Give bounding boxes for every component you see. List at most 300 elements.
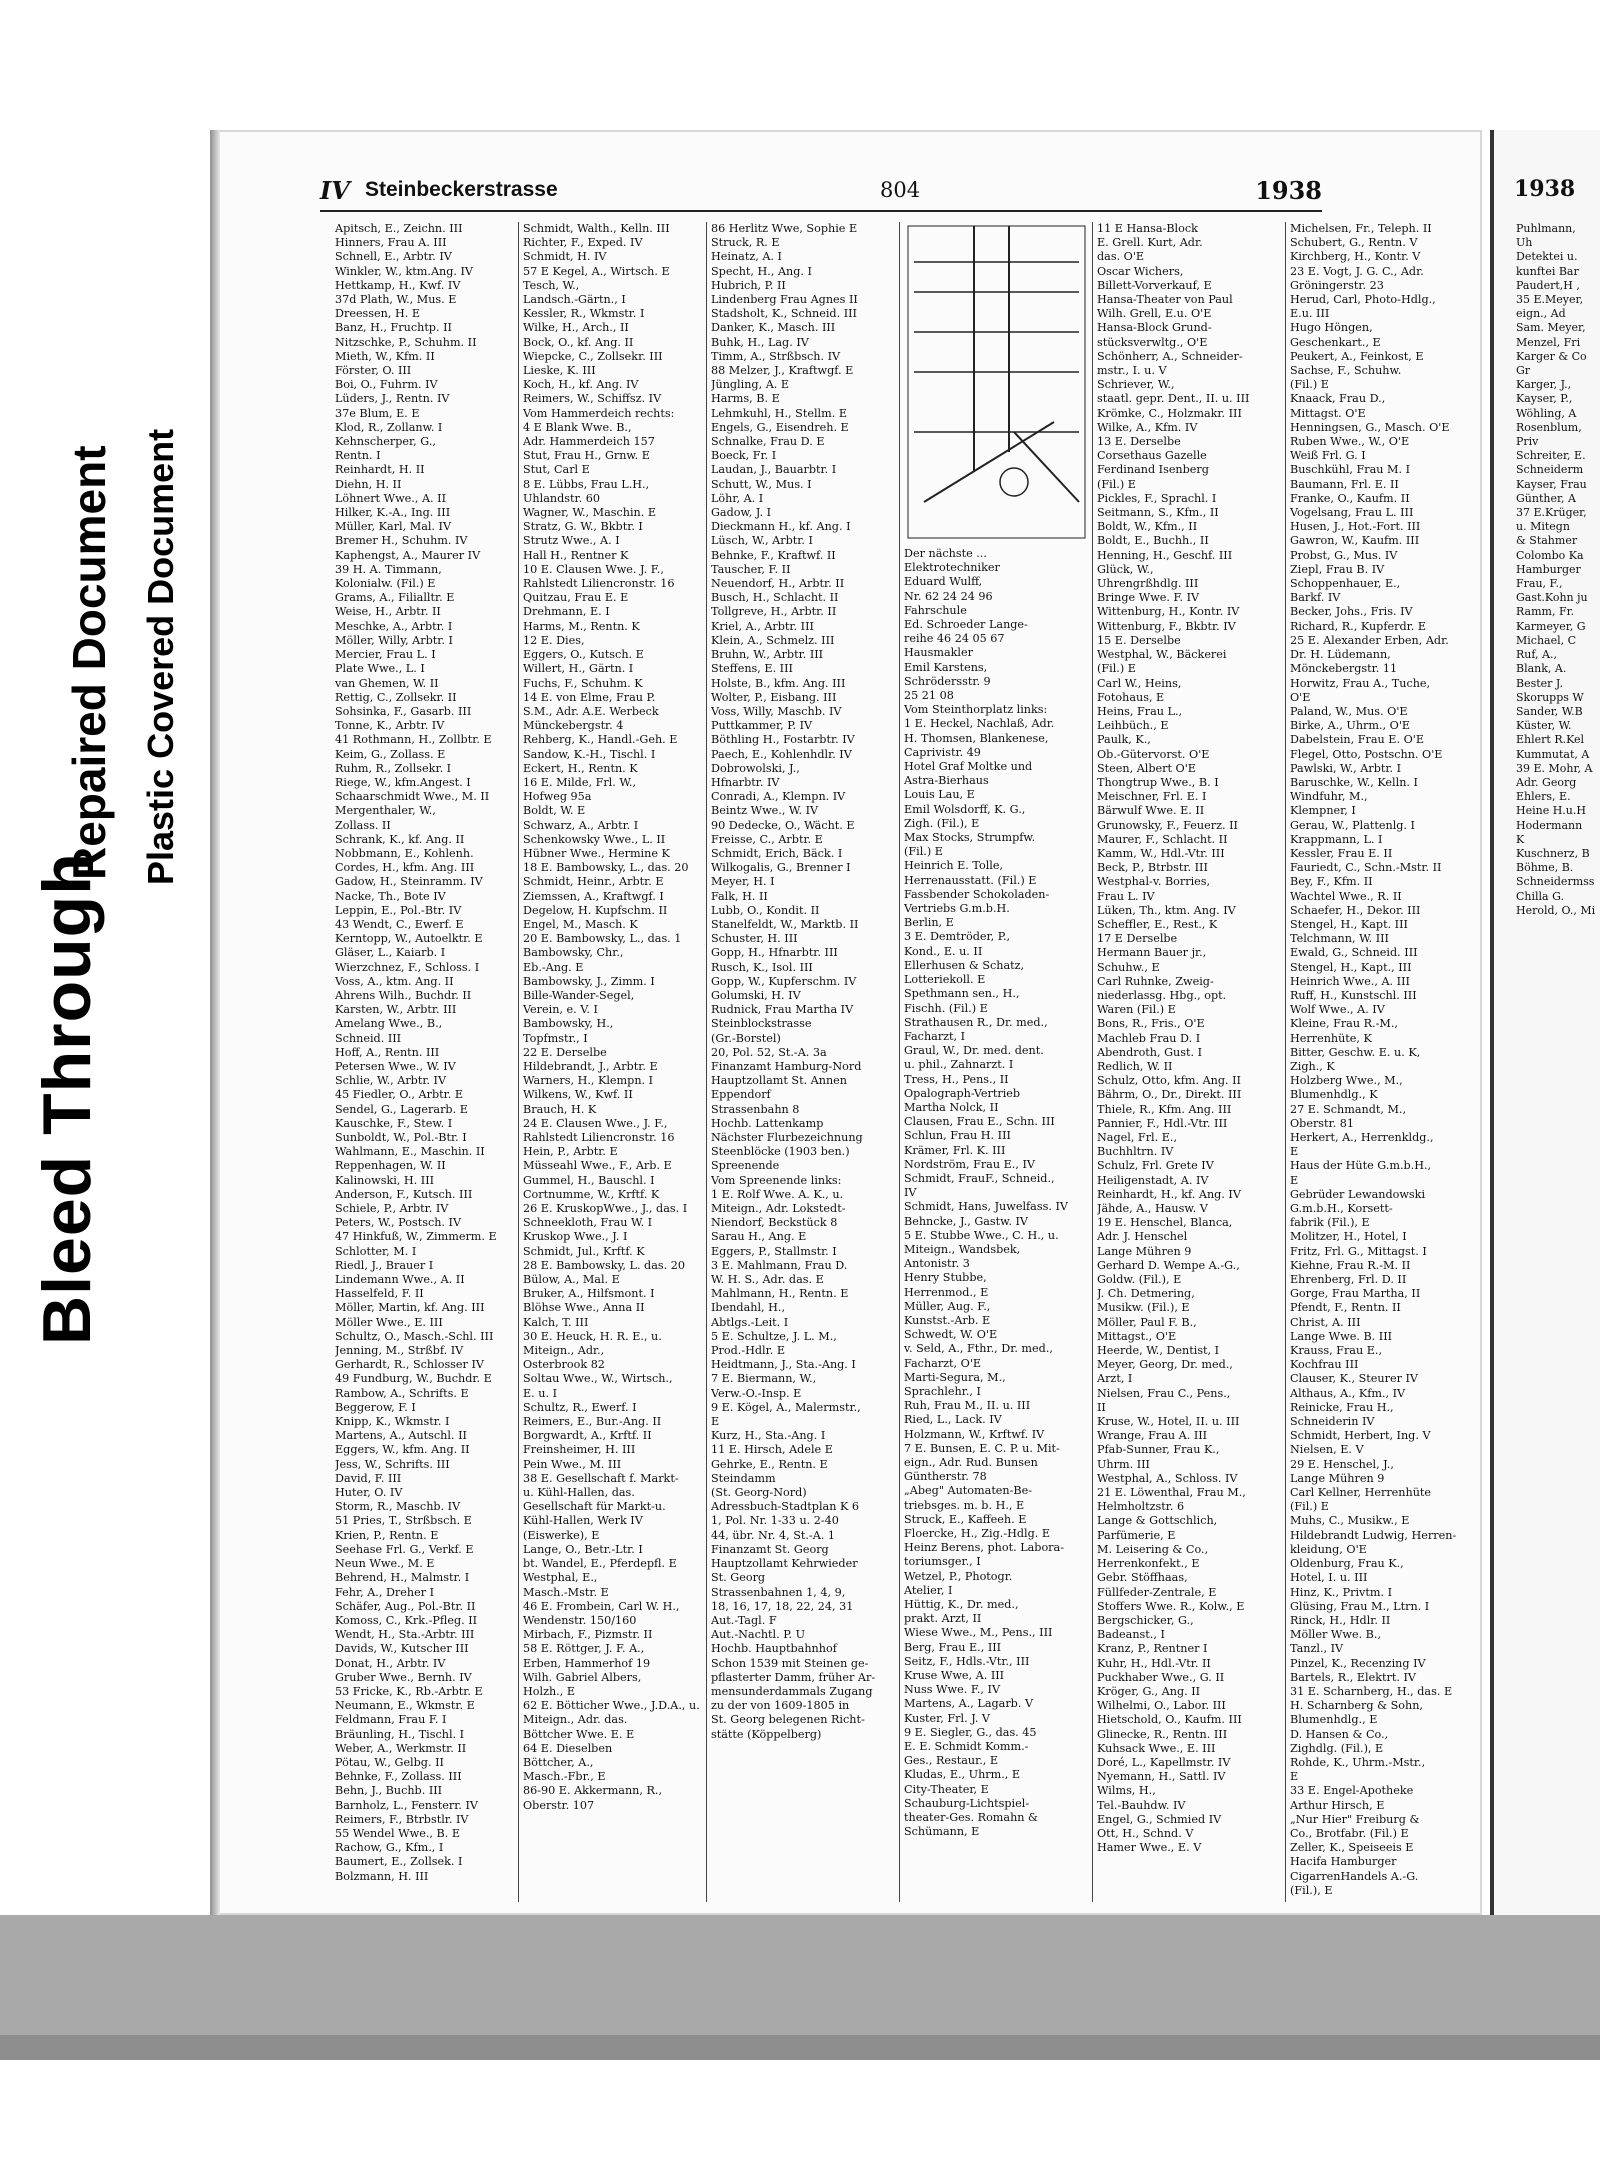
directory-entry: Feldmann, Frau F. I bbox=[335, 1713, 447, 1727]
directory-entry: Knaack, Frau D., bbox=[1290, 392, 1386, 406]
directory-entry: 31 E. Scharnberg, H., das. E bbox=[1290, 1684, 1453, 1698]
facing-page-line: Paudert,H , bbox=[1516, 278, 1580, 292]
directory-entry: Dreessen, H. E bbox=[335, 307, 421, 321]
directory-entry: Buschkühl, Frau M. I bbox=[1290, 463, 1411, 477]
facing-page-line: Ramm, Fr. bbox=[1516, 605, 1575, 619]
directory-entry: Müsseahl Wwe., F., Arb. E bbox=[523, 1159, 672, 1173]
directory-entry: Louis Lau, E bbox=[904, 788, 975, 802]
facing-page-line: Kayser, P., bbox=[1516, 392, 1573, 406]
directory-entry: Christ, A. III bbox=[1290, 1315, 1361, 1329]
directory-entry: Ob.-Gütervorst. O'E bbox=[1097, 747, 1210, 761]
directory-entry: Badeanst., I bbox=[1097, 1628, 1165, 1642]
directory-entry: Reinicke, Frau H., bbox=[1290, 1400, 1394, 1414]
directory-entry: (St. Georg-Nord) bbox=[711, 1486, 807, 1500]
directory-entry: Kalinowski, H. III bbox=[335, 1173, 435, 1187]
directory-entry: Böthling H., Fostarbtr. IV bbox=[711, 733, 855, 747]
directory-entry: Vom Spreenende links: bbox=[711, 1173, 842, 1187]
directory-entry: Holzberg Wwe., M., bbox=[1290, 1074, 1403, 1088]
directory-entry: Uhlandstr. 60 bbox=[523, 491, 600, 505]
facing-page-year: 1938 bbox=[1514, 176, 1576, 202]
directory-entry: Wachtel Wwe., R. II bbox=[1290, 889, 1402, 903]
directory-entry: Rahlstedt Liliencronstr. 16 bbox=[523, 1131, 675, 1144]
directory-entry: Jähde, A., Hausw. V bbox=[1097, 1202, 1208, 1216]
directory-entry: Strutz Wwe., A. I bbox=[523, 534, 620, 548]
directory-entry: Muhs, C., Musikw., E bbox=[1290, 1514, 1410, 1528]
directory-entry: Stut, Carl E bbox=[523, 463, 590, 477]
directory-entry: Baumert, E., Zollsek. I bbox=[335, 1855, 463, 1869]
facing-page-line: Schreiter, E. bbox=[1516, 449, 1586, 463]
directory-entry: Bartels, R., Elektrt. IV bbox=[1290, 1670, 1416, 1684]
facing-page-line: Ruf, A., bbox=[1516, 648, 1557, 662]
directory-entry: Peters, W., Postsch. IV bbox=[335, 1216, 462, 1230]
directory-entry: Rentn. I bbox=[335, 449, 381, 463]
directory-entry: toriumsger., I bbox=[904, 1555, 981, 1569]
directory-entry: Ellerhusen & Schatz, bbox=[904, 958, 1025, 972]
column-divider bbox=[518, 222, 519, 1902]
directory-entry: Lubb, O., Kondit. II bbox=[711, 903, 820, 917]
directory-entry: Mieth, W., Kfm. II bbox=[335, 349, 435, 363]
directory-entry: Degelow, H. Kupfschm. II bbox=[523, 903, 668, 917]
directory-entry: Beggerow, F. I bbox=[335, 1400, 416, 1414]
directory-entry: Nagel, Frl. E., bbox=[1097, 1131, 1178, 1144]
directory-entry: Seitmann, S., Kfm., II bbox=[1097, 506, 1219, 520]
directory-entry: (Gr.-Borstel) bbox=[711, 1031, 781, 1045]
directory-entry: Klein, A., Schmelz. III bbox=[711, 633, 835, 647]
directory-entry: Kruskop Wwe., J. I bbox=[523, 1230, 628, 1244]
directory-entry: Ziepl, Frau B. IV bbox=[1290, 562, 1385, 576]
directory-entry: Corsethaus Gazelle bbox=[1097, 449, 1207, 463]
column-2 bbox=[523, 222, 707, 1902]
directory-entry: Leihbüch., E bbox=[1097, 719, 1169, 733]
directory-entry: eign., Adr. Rud. Bunsen bbox=[904, 1456, 1038, 1469]
directory-entry: Jess, W., Schrifts. III bbox=[335, 1457, 450, 1471]
facing-page-line: Hodermann bbox=[1516, 818, 1583, 832]
directory-entry: Holzmann, W., Krftwf. IV bbox=[904, 1427, 1045, 1441]
directory-entry: Ried, L., Lack. IV bbox=[904, 1413, 1002, 1427]
directory-entry: Bambowsky, Chr., bbox=[523, 946, 624, 960]
directory-entry: Dr. H. Lüdemann, bbox=[1290, 648, 1391, 662]
directory-entry: Stadsholt, K., Schneid. III bbox=[711, 307, 857, 321]
directory-entry: Golumski, H. IV bbox=[711, 988, 801, 1002]
directory-entry: Schrödersstr. 9 bbox=[904, 674, 991, 688]
bleed-through-label: Bleed Through bbox=[29, 852, 105, 1345]
column-6 bbox=[1290, 222, 1479, 1902]
directory-entry: Schulz, Frl. Grete IV bbox=[1097, 1159, 1214, 1173]
directory-entry: Zighdlg. (Fil.), E bbox=[1290, 1741, 1384, 1755]
directory-entry: Der nächste ... bbox=[904, 547, 987, 560]
directory-entry: Riedl, J., Brauer I bbox=[335, 1258, 434, 1272]
directory-entry: Richter, F., Exped. IV bbox=[523, 236, 643, 250]
directory-entry: Ruff, H., Kunstschl. III bbox=[1290, 988, 1417, 1002]
directory-entry: H. Scharnberg & Sohn, bbox=[1290, 1699, 1423, 1713]
directory-entry: Westphal, A., Schloss. IV bbox=[1097, 1471, 1238, 1485]
directory-entry: Fehr, A., Dreher I bbox=[335, 1585, 435, 1599]
directory-entry: Busch, H., Schlacht. II bbox=[711, 591, 839, 605]
directory-entry: Kirchberg, H., Kontr. V bbox=[1290, 250, 1421, 264]
directory-entry: Arzt, I bbox=[1097, 1372, 1133, 1386]
directory-entry: Flegel, Otto, Postschn. O'E bbox=[1290, 747, 1443, 761]
directory-entry: Musikw. (Fil.), E bbox=[1097, 1301, 1190, 1315]
directory-entry: Ruh, Frau M., II. u. III bbox=[904, 1399, 1031, 1413]
directory-entry: Vertriebs G.m.b.H. bbox=[904, 902, 1010, 916]
directory-entry: Schrank, K., kf. Ang. II bbox=[335, 832, 465, 846]
directory-entry: Blöhse Wwe., Anna II bbox=[523, 1301, 645, 1315]
directory-entry: Gerhardt, R., Schlosser IV bbox=[335, 1358, 484, 1372]
directory-entry: Neun Wwe., M. E bbox=[335, 1557, 435, 1571]
facing-page-line: u. Mitegn bbox=[1516, 520, 1570, 534]
directory-entry: Behrend, H., Malmstr. I bbox=[335, 1571, 470, 1585]
directory-entry: Paulk, K., bbox=[1097, 733, 1151, 747]
directory-entry: Gorge, Frau Martha, II bbox=[1290, 1287, 1421, 1301]
directory-entry: 30 E. Heuck, H. R. E., u. bbox=[523, 1329, 662, 1343]
directory-entry: Hansa-Block Grund- bbox=[1097, 321, 1212, 335]
directory-entry: Zigh., K bbox=[1290, 1059, 1335, 1073]
directory-entry: Hinz, K., Privtm. I bbox=[1290, 1585, 1392, 1599]
directory-entry: Engels, G., Eisendreh. E bbox=[711, 420, 849, 434]
directory-entry: Möller, Paul F. B., bbox=[1097, 1315, 1197, 1329]
directory-entry: Schaefer, H., Dekor. III bbox=[1290, 903, 1421, 917]
directory-entry: Gopp, W., Kupferschm. IV bbox=[711, 974, 857, 988]
directory-entry: Kolonialw. (Fil.) E bbox=[335, 577, 436, 591]
directory-entry: Max Stocks, Strumpfw. bbox=[904, 831, 1036, 845]
directory-entry: Astra-Bierhaus bbox=[904, 774, 989, 788]
directory-entry: E. Grell. Kurt, Adr. bbox=[1097, 236, 1203, 250]
directory-entry: Behn, J., Buchb. III bbox=[335, 1784, 443, 1798]
facing-page-line: Ehlers, E. bbox=[1516, 790, 1571, 804]
directory-entry: Hübner Wwe., Hermine K bbox=[523, 846, 670, 860]
directory-entry: Boi, O., Fuhrm. IV bbox=[335, 378, 438, 392]
directory-entry: Wiese Wwe., M., Pens., III bbox=[904, 1626, 1053, 1640]
directory-entry: Jüngling, A. E bbox=[711, 378, 790, 392]
directory-entry: Kurz, H., Sta.-Ang. I bbox=[711, 1429, 826, 1443]
directory-entry: Wagner, W., Maschin. E bbox=[523, 506, 657, 520]
directory-entry: St. Georg bbox=[711, 1571, 766, 1585]
directory-entry: Thongtrup Wwe., B. I bbox=[1097, 775, 1219, 789]
directory-entry: 9 E. Kögel, A., Malermstr., bbox=[711, 1400, 861, 1414]
directory-entry: 47 Hinkfuß, W., Zimmerm. E bbox=[335, 1230, 497, 1244]
directory-entry: Oldenburg, Frau K., bbox=[1290, 1557, 1404, 1571]
facing-page-line: Kayser, Frau bbox=[1516, 477, 1587, 491]
directory-entry: 20 E. Bambowsky, L., das. 1 bbox=[523, 932, 682, 946]
directory-entry: 64 E. Dieselben bbox=[523, 1741, 613, 1755]
directory-entry: Facharzt, O'E bbox=[904, 1356, 982, 1370]
directory-entry: Bons, R., Fris., O'E bbox=[1097, 1017, 1205, 1031]
directory-entry: Paech, E., Kohlenhdlr. IV bbox=[711, 747, 852, 761]
directory-entry: 44, übr. Nr. 4, St.-A. 1 bbox=[711, 1528, 835, 1542]
directory-entry: Clausen, Frau E., Schn. III bbox=[904, 1115, 1055, 1129]
directory-entry: pflasterter Damm, früher Ar- bbox=[711, 1670, 876, 1684]
directory-entry: 3 E. Mahlmann, Frau D. bbox=[711, 1258, 848, 1272]
directory-entry: Miteign., Adr. das. bbox=[523, 1713, 628, 1727]
directory-entry: zu der von 1609-1805 in bbox=[711, 1699, 850, 1713]
directory-entry: IV bbox=[904, 1186, 917, 1200]
directory-entry: Harms, B. E bbox=[711, 392, 780, 406]
directory-entry: 4 E Blank Wwe. B., bbox=[523, 420, 632, 434]
facing-page-line: Karger & Co bbox=[1516, 349, 1587, 363]
directory-entry: Eppendorf bbox=[711, 1088, 771, 1102]
directory-entry: W. H. S., Adr. das. E bbox=[711, 1273, 824, 1287]
directory-entry: Behnke, F., Zollass. III bbox=[335, 1770, 462, 1784]
facing-page-line: Wöhling, A bbox=[1516, 406, 1577, 420]
directory-entry: triebsges. m. b. H., E bbox=[904, 1498, 1025, 1512]
directory-entry: Hotel, I. u. III bbox=[1290, 1571, 1368, 1585]
directory-entry: Zeller, K., Speiseeis E bbox=[1290, 1841, 1414, 1855]
directory-entry: Plate Wwe., L. I bbox=[335, 662, 425, 676]
directory-entry: 13 E. Derselbe bbox=[1097, 435, 1181, 449]
directory-entry: Adressbuch-Stadtplan K 6 bbox=[711, 1500, 859, 1514]
directory-entry: 10 E. Clausen Wwe. J. F., bbox=[523, 562, 664, 576]
directory-entry: E. E. Schmidt Komm.- bbox=[904, 1740, 1029, 1754]
directory-entry: Meyer, Georg, Dr. med., bbox=[1097, 1358, 1233, 1372]
directory-entry: Carl W., Heins, bbox=[1097, 676, 1182, 690]
directory-entry: E bbox=[1290, 1770, 1299, 1784]
directory-entry: S.M., Adr. A.E. Werbeck bbox=[523, 704, 659, 718]
directory-entry: Fotohaus, E bbox=[1097, 690, 1165, 704]
directory-entry: Pfab-Sunner, Frau K., bbox=[1097, 1443, 1220, 1457]
directory-entry: Buchhltrn. IV bbox=[1097, 1145, 1174, 1159]
directory-entry: Hauptzollamt St. Annen bbox=[711, 1074, 847, 1088]
directory-entry: Glück, W., bbox=[1097, 562, 1154, 576]
directory-entry: Quitzau, Frau E. E bbox=[523, 591, 629, 605]
directory-entry: Heinrich E. Tolle, bbox=[904, 859, 1004, 873]
directory-entry: St. Georg belegenen Richt- bbox=[711, 1713, 865, 1727]
directory-entry: van Ghemen, W. II bbox=[335, 676, 439, 690]
directory-entry: Frau L. IV bbox=[1097, 889, 1155, 903]
directory-entry: Gruber Wwe., Bernh. IV bbox=[335, 1670, 472, 1684]
directory-entry: Puckhaber Wwe., G. II bbox=[1097, 1670, 1225, 1684]
column-divider bbox=[706, 222, 707, 1902]
directory-entry: Eggers, W., kfm. Ang. II bbox=[335, 1443, 470, 1457]
directory-entry: Masch.-Mstr. E bbox=[523, 1585, 609, 1599]
directory-entry: Barnholz, L., Fensterr. IV bbox=[335, 1798, 478, 1812]
directory-entry: Münckebergstr. 4 bbox=[523, 719, 624, 733]
directory-entry: 17 E Derselbe bbox=[1097, 932, 1178, 946]
directory-entry: Lange Mühren 9 bbox=[1097, 1244, 1192, 1258]
directory-entry: Steindamm bbox=[711, 1471, 776, 1485]
directory-entry: Reinhardt, H., kf. Ang. IV bbox=[1097, 1187, 1241, 1201]
scanned-page bbox=[210, 130, 1482, 1915]
directory-entry: Schümann, E bbox=[904, 1825, 980, 1839]
directory-entry: Lüsch, W., Arbtr. I bbox=[711, 534, 813, 548]
directory-entry: Bock, O., kf. Ang. II bbox=[523, 335, 634, 349]
facing-page-line: Karmeyer, G bbox=[1516, 619, 1586, 633]
directory-entry: Heidtmann, J., Sta.-Ang. I bbox=[711, 1358, 856, 1372]
facing-page-line: 37 E.Krüger, bbox=[1516, 506, 1587, 520]
directory-entry: Strassenbahnen 1, 4, 9, bbox=[711, 1585, 846, 1599]
directory-entry: Gopp, H., Hfnarbtr. III bbox=[711, 946, 838, 960]
directory-entry: Kessler, R., Wkmstr. I bbox=[523, 307, 645, 321]
facing-page-line: Karger, J., bbox=[1516, 378, 1572, 392]
directory-entry: Strassenbahn 8 bbox=[711, 1102, 800, 1116]
directory-entry: Becker, Johs., Fris. IV bbox=[1290, 605, 1413, 619]
facing-page-line: Bester J. bbox=[1516, 676, 1563, 690]
directory-entry: 1, Pol. Nr. 1-33 u. 2-40 bbox=[711, 1514, 839, 1528]
directory-entry: Gadow, H., Steinramm. IV bbox=[335, 875, 483, 889]
directory-entry: Bruker, A., Hilfsmont. I bbox=[523, 1287, 655, 1301]
directory-entry: Kludas, E., Uhrm., E bbox=[904, 1768, 1021, 1782]
facing-page-line: Schneiderm bbox=[1516, 463, 1584, 477]
directory-entry: Nitzschke, P., Schuhm. II bbox=[335, 335, 477, 349]
directory-entry: Goldw. (Fil.), E bbox=[1097, 1273, 1182, 1287]
directory-entry: Wendt, H., Sta.-Arbtr. III bbox=[335, 1628, 475, 1642]
directory-entry: Diehn, H. II bbox=[335, 477, 402, 491]
directory-entry: M. Leisering & Co., bbox=[1097, 1542, 1209, 1556]
directory-entry: CigarrenHandels A.-G. bbox=[1290, 1869, 1419, 1883]
directory-entry: Schneiderin IV bbox=[1290, 1415, 1375, 1429]
directory-entry: Tress, H., Pens., II bbox=[904, 1072, 1009, 1086]
facing-page-line: Hamburger bbox=[1516, 562, 1581, 576]
directory-entry: Carl Ruhnke, Zweig- bbox=[1097, 974, 1214, 988]
directory-entry: Henry Stubbe, bbox=[904, 1271, 987, 1285]
directory-entry: v. Seld, A., Fthr., Dr. med., bbox=[904, 1342, 1053, 1356]
directory-entry: 41 Rothmann, H., Zollbtr. E bbox=[335, 733, 492, 747]
directory-entry: Schlie, W., Arbtr. IV bbox=[335, 1074, 447, 1088]
directory-entry: Krämer, Frl. K. III bbox=[904, 1143, 1006, 1157]
directory-entry: Bringe Wwe. F. IV bbox=[1097, 591, 1200, 605]
directory-entry: Ruhm, R., Zollsekr. I bbox=[335, 761, 452, 775]
directory-entry: Kröger, G., Ang. II bbox=[1097, 1684, 1201, 1698]
column-3 bbox=[711, 222, 900, 1902]
directory-entry: Rohde, K., Uhrm.-Mstr., bbox=[1290, 1755, 1426, 1769]
directory-entry: Herkert, A., Herrenkldg., bbox=[1290, 1131, 1434, 1144]
year: 1938 bbox=[1255, 176, 1322, 205]
facing-page-line: Adr. Georg bbox=[1516, 775, 1577, 789]
directory-entry: Holste, B., kfm. Ang. III bbox=[711, 676, 846, 690]
directory-entry: Glinecke, R., Rentn. III bbox=[1097, 1727, 1228, 1741]
directory-entry: Nordström, Frau E., IV bbox=[904, 1157, 1035, 1171]
directory-entry: Antonistr. 3 bbox=[904, 1257, 970, 1271]
facing-page-line: Kuschnerz, B bbox=[1516, 846, 1590, 860]
directory-entry: Rinck, H., Hdlr. II bbox=[1290, 1613, 1391, 1627]
directory-entry: Franke, O., Kaufm. II bbox=[1290, 491, 1410, 505]
directory-entry: kleidung, O'E bbox=[1290, 1542, 1367, 1556]
directory-entry: Landsch.-Gärtn., I bbox=[523, 293, 626, 307]
directory-entry: u. Kühl-Hallen, das. bbox=[523, 1486, 635, 1500]
directory-entry: Dabelstein, Frau E. O'E bbox=[1290, 733, 1424, 747]
directory-entry: Hoff, A., Rentn. III bbox=[335, 1045, 440, 1059]
street-title: Steinbeckerstrasse bbox=[365, 178, 558, 201]
directory-entry: Wahlmann, E., Maschin. II bbox=[335, 1145, 485, 1159]
directory-entry: Reppenhagen, W. II bbox=[335, 1159, 446, 1173]
directory-entry: Heiligenstadt, A. IV bbox=[1097, 1173, 1209, 1187]
directory-entry: Molitzer, H., Hotel, I bbox=[1290, 1230, 1407, 1244]
directory-entry: Topfmstr., I bbox=[523, 1031, 588, 1045]
directory-entry: Reimers, F., Btrbstlr. IV bbox=[335, 1812, 469, 1826]
directory-entry: Amelang Wwe., B., bbox=[335, 1017, 443, 1031]
directory-entry: 3 E. Demtröder, P., bbox=[904, 930, 1011, 944]
directory-entry: Soltau Wwe., W., Wirtsch., bbox=[523, 1372, 673, 1386]
directory-entry: Lange, O., Betr.-Ltr. I bbox=[523, 1542, 643, 1556]
directory-entry: Windfuhr, M., bbox=[1290, 790, 1368, 804]
directory-entry: Fahrschule bbox=[904, 603, 967, 617]
directory-entry: Löhnert Wwe., A. II bbox=[335, 491, 446, 505]
directory-entry: Adr. Hammerdeich 157 bbox=[523, 435, 655, 449]
directory-entry: 9 E. Siegler, G., das. 45 bbox=[904, 1725, 1037, 1739]
directory-entry: Krauss, Frau E., bbox=[1290, 1344, 1382, 1358]
directory-entry: E bbox=[1290, 1145, 1299, 1159]
directory-entry: Lehmkuhl, H., Stellm. E bbox=[711, 406, 847, 420]
directory-entry: das. O'E bbox=[1097, 250, 1145, 264]
directory-entry: Freinsheimer, H. III bbox=[523, 1443, 636, 1457]
directory-entry: Zigh. (Fil.), E bbox=[904, 816, 980, 830]
directory-entry: Schmidt, Jul., Krftf. K bbox=[523, 1244, 645, 1258]
directory-entry: Grunowsky, F., Feuerz. II bbox=[1097, 818, 1238, 832]
directory-entry: Berg, Frau E., III bbox=[904, 1640, 1002, 1654]
directory-entry: bt. Wandel, E., Pferdepfl. E bbox=[523, 1557, 677, 1571]
directory-entry: Hubrich, P. II bbox=[711, 278, 786, 292]
directory-entry: Kond., E. u. II bbox=[904, 944, 983, 958]
directory-entry: Möller Wwe., E. III bbox=[335, 1315, 443, 1329]
directory-entry: Elektrotechniker bbox=[904, 561, 1000, 575]
directory-entry: Hochb. Lattenkamp bbox=[711, 1116, 824, 1130]
directory-entry: Gebr. Stöffhaas, bbox=[1097, 1571, 1188, 1585]
directory-entry: Thiele, R., Kfm. Ang. III bbox=[1097, 1102, 1232, 1116]
directory-entry: Schnell, E., Arbtr. IV bbox=[335, 250, 452, 264]
directory-entry: Wilh. Gabriel Albers, bbox=[523, 1670, 642, 1684]
directory-entry: Hauptzollamt Kehrwieder bbox=[711, 1557, 858, 1571]
facing-page-line: Sander, W.B bbox=[1516, 704, 1583, 718]
directory-entry: Gadow, J. I bbox=[711, 506, 772, 520]
directory-entry: Schäfer, Aug., Pol.-Btr. II bbox=[335, 1599, 476, 1613]
directory-entry: Seehase Frl. G., Verkf. E bbox=[335, 1542, 474, 1556]
directory-entry: staatl. gepr. Dent., II. u. III bbox=[1097, 392, 1250, 406]
directory-entry: 39 H. A. Timmann, bbox=[335, 562, 442, 576]
directory-entry: Tonne, K., Arbtr. IV bbox=[335, 719, 445, 733]
directory-entry: Nacke, Th., Bote IV bbox=[335, 889, 446, 903]
directory-entry: 18, 16, 17, 18, 22, 24, 31 bbox=[711, 1599, 854, 1613]
directory-entry: H. Thomsen, Blankenese, bbox=[904, 731, 1049, 745]
directory-entry: Steinblockstrasse bbox=[711, 1017, 812, 1031]
directory-entry: 7 E. Bunsen, E. C. P. u. Mit- bbox=[904, 1441, 1060, 1455]
directory-entry: Cortnumme, W., Krftf. K bbox=[523, 1187, 660, 1201]
directory-entry: Behnke, F., Kraftwf. II bbox=[711, 548, 836, 562]
directory-entry: Koch, H., kf. Ang. IV bbox=[523, 378, 639, 392]
plastic-covered-label: Plastic Covered Document bbox=[140, 428, 181, 885]
facing-page-line: Puhlmann, bbox=[1516, 222, 1576, 235]
directory-entry: Miteign., Adr., bbox=[523, 1344, 605, 1358]
directory-entry: Rambow, A., Schrifts. E bbox=[335, 1386, 469, 1400]
directory-entry: 5 E. Stubbe Wwe., C. H., u. bbox=[904, 1228, 1059, 1242]
directory-entry: Holzh., E bbox=[523, 1684, 576, 1698]
directory-entry: Schmidt, Herbert, Ing. V bbox=[1290, 1429, 1431, 1443]
directory-entry: Gebrüder Lewandowski bbox=[1290, 1187, 1426, 1201]
directory-entry: Warners, H., Klempn. I bbox=[523, 1074, 654, 1088]
directory-entry: Kiehne, Frau R.-M. II bbox=[1290, 1258, 1411, 1272]
directory-entry: Falk, H. II bbox=[711, 889, 768, 903]
directory-entry: Ott, H., Schnd. V bbox=[1097, 1826, 1194, 1840]
directory-entry: Gummel, H., Bauschl. I bbox=[523, 1173, 655, 1187]
directory-entry: Clauser, K., Steurer IV bbox=[1290, 1372, 1418, 1386]
directory-entry: Klempner, I bbox=[1290, 804, 1356, 818]
directory-entry: Lange Mühren 9 bbox=[1290, 1471, 1385, 1485]
facing-page-line: Priv bbox=[1516, 435, 1539, 449]
directory-entry: Kerntopp, W., Autoelktr. E bbox=[335, 932, 483, 946]
page-header bbox=[320, 176, 1322, 212]
directory-columns bbox=[335, 222, 1477, 1902]
directory-entry: Schenkowsky Wwe., L. II bbox=[523, 832, 666, 846]
directory-entry: 12 E. Dies, bbox=[523, 633, 585, 647]
directory-entry: Müller, Karl, Mal. IV bbox=[335, 520, 452, 534]
directory-entry: Schönherr, A., Schneider- bbox=[1097, 349, 1243, 363]
directory-entry: stätte (Köppelberg) bbox=[711, 1727, 822, 1741]
directory-entry: 58 E. Röttger, J. F. A., bbox=[523, 1642, 645, 1656]
directory-entry: Gerhard D. Wempe A.-G., bbox=[1097, 1258, 1240, 1272]
directory-entry: Oscar Wichers, bbox=[1097, 264, 1184, 278]
directory-entry: Eduard Wulff, bbox=[904, 575, 983, 589]
directory-entry: Nobbmann, E., Kohlenh. bbox=[335, 846, 474, 860]
facing-page-line: Detektei u. bbox=[1516, 250, 1578, 264]
directory-entry: Arthur Hirsch, E bbox=[1290, 1798, 1385, 1812]
